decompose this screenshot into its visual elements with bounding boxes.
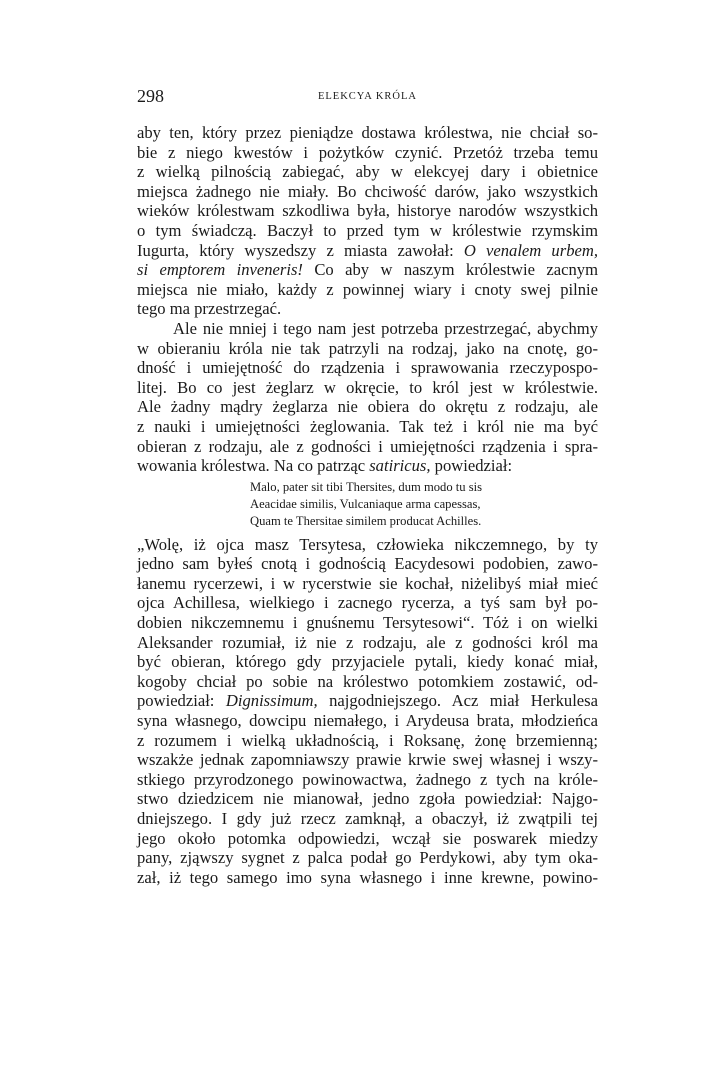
text-segment: powiedział: (430, 456, 513, 476)
running-head: ELEKCYA KRÓLA (317, 91, 418, 102)
text-line: „Wolę, iż ojca masz Tersytesa, człowieka nikczemnego, by ty (137, 534, 598, 554)
page-body (137, 123, 598, 887)
text-line: wszakże jednak zapomniawszy prawie krwie swej własnej i wszy- (137, 750, 598, 770)
text-line: miejsca żadnego nie miały. Bo chciwość darów, jako wszystkich (137, 181, 598, 201)
verse-line: Quam te Thersitae similem producat Achilles. (250, 513, 482, 528)
text-line: z rozumem i wielką układnością, i Roksanę, żonę brzemienną; (137, 730, 598, 750)
paragraph-1 (137, 123, 598, 319)
text-line: być obieran, którego gdy przyjaciele pytali, kiedy konać miał, (137, 652, 598, 672)
text-line: z wielką pilnością zabiegać, aby w elekcyej dary i obietnice (137, 162, 598, 182)
text-line: obieran z rodzaju, ale z godności i umiejętności rządzenia i spra- (137, 436, 598, 456)
text-line: Ale żadny mądry żeglarza nie obiera do okrętu z rodzaju, ale (137, 397, 598, 417)
text-segment: Co aby w naszym królestwie zacnym (302, 260, 598, 280)
text-segment: Iugurta, który wyszedszy z miasta zawołał: (137, 240, 464, 260)
latin-italic-phrase: si emptorem inveneris! (137, 260, 303, 280)
text-line: ojca Achillesa, wielkiego i zacnego rycerza, a tyś sam był po- (137, 593, 598, 613)
text-line (137, 241, 598, 261)
text-segment: wowania królestwa. Na co patrząc (137, 456, 370, 476)
text-line: z nauki i umiejętności żeglowania. Tak też i król nie ma być (137, 416, 598, 436)
text-line: aby ten, który przez pieniądze dostawa królestwa, nie chciał so- (137, 123, 598, 142)
text-line: bie z niego kwestów i pożytków czynić. Przetóż trzeba temu (137, 142, 598, 162)
verse-line: Malo, pater sit tibi Thersites, dum modo tu sis (250, 479, 483, 494)
text-line: Aleksander rozumiał, iż nie z rodzaju, ale z godności król ma (137, 632, 598, 652)
text-line: dobien nikczemnemu i gnuśnemu Tersytesowi“. Tóż i on wielki (137, 613, 598, 633)
text-segment: powiedział: (137, 691, 226, 711)
text-line: o tym świadczą. Baczył to przed tym w królestwie rzymskim (137, 220, 598, 240)
text-line: dniejszego. I gdy już rzecz zamknął, a obaczył, iż zwątpili tej (137, 809, 598, 828)
text-line: dność i umiejętność do rządzenia i sprawowania rzeczypospo- (137, 358, 598, 378)
text-line: stwo dziedzicem nie mianował, jedno zgoła powiedział: Najgo- (137, 789, 598, 809)
text-line: wieków królestwam szkodliwa była, historye narodów wszystkich (137, 201, 598, 221)
text-line: syna własnego, dowcipu niemałego, i Arydeusa brata, młodzieńca (137, 711, 598, 731)
page-header (137, 86, 598, 108)
text-line: kogoby chciał po sobie na królestwo potomkiem zostawić, od- (137, 671, 598, 691)
text-line: tego ma przestrzegać. (137, 299, 282, 319)
text-segment: najgodniejszego. Acz miał Herkulesa (317, 691, 598, 711)
latin-italic-phrase: satiricus, (369, 456, 431, 476)
latin-italic-phrase: Dignissimum, (225, 691, 318, 711)
text-line: zał, iż tego samego imo syna własnego i inne krewne, powino- (137, 867, 598, 887)
page-number: 298 (137, 86, 164, 106)
text-line: Ale nie mniej i tego nam jest potrzeba przestrzegać, abychmy (173, 318, 598, 338)
text-line: stkiego przyrodzonego powinowactwa, żadnego z tych na króle- (137, 769, 598, 789)
verse-quotation (137, 479, 598, 530)
text-line: miejsca nie miało, każdy z powinnej wiary i cnoty swej pilnie (137, 279, 598, 299)
paragraph-2 (137, 319, 598, 476)
text-line (137, 691, 598, 711)
verse-line: Aeacidae similis, Vulcaniaque arma capessas, (250, 496, 481, 511)
text-line: w obieraniu króla nie tak patrzyli na rodzaj, jako na cnotę, go- (137, 338, 598, 358)
text-line: pany, zjąwszy sygnet z palca podał go Perdykowi, aby tym oka- (137, 848, 598, 868)
text-line (137, 456, 598, 476)
latin-italic-phrase: O venalem urbem, (463, 240, 598, 260)
text-line: jego około potomka odpowiedzi, wczął sie poswarek miedzy (137, 828, 598, 848)
text-line: litej. Bo co jest żeglarz w okręcie, to król jest w królestwie. (137, 377, 598, 397)
paragraph-3 (137, 535, 598, 888)
text-line (137, 260, 598, 280)
text-line: jedno sam byłeś cnotą i godnością Eacydesowi podobien, zawo- (137, 554, 598, 574)
text-line: łanemu rycerzewi, i w rycerstwie sie kochał, niżelibyś miał mieć (137, 573, 598, 593)
